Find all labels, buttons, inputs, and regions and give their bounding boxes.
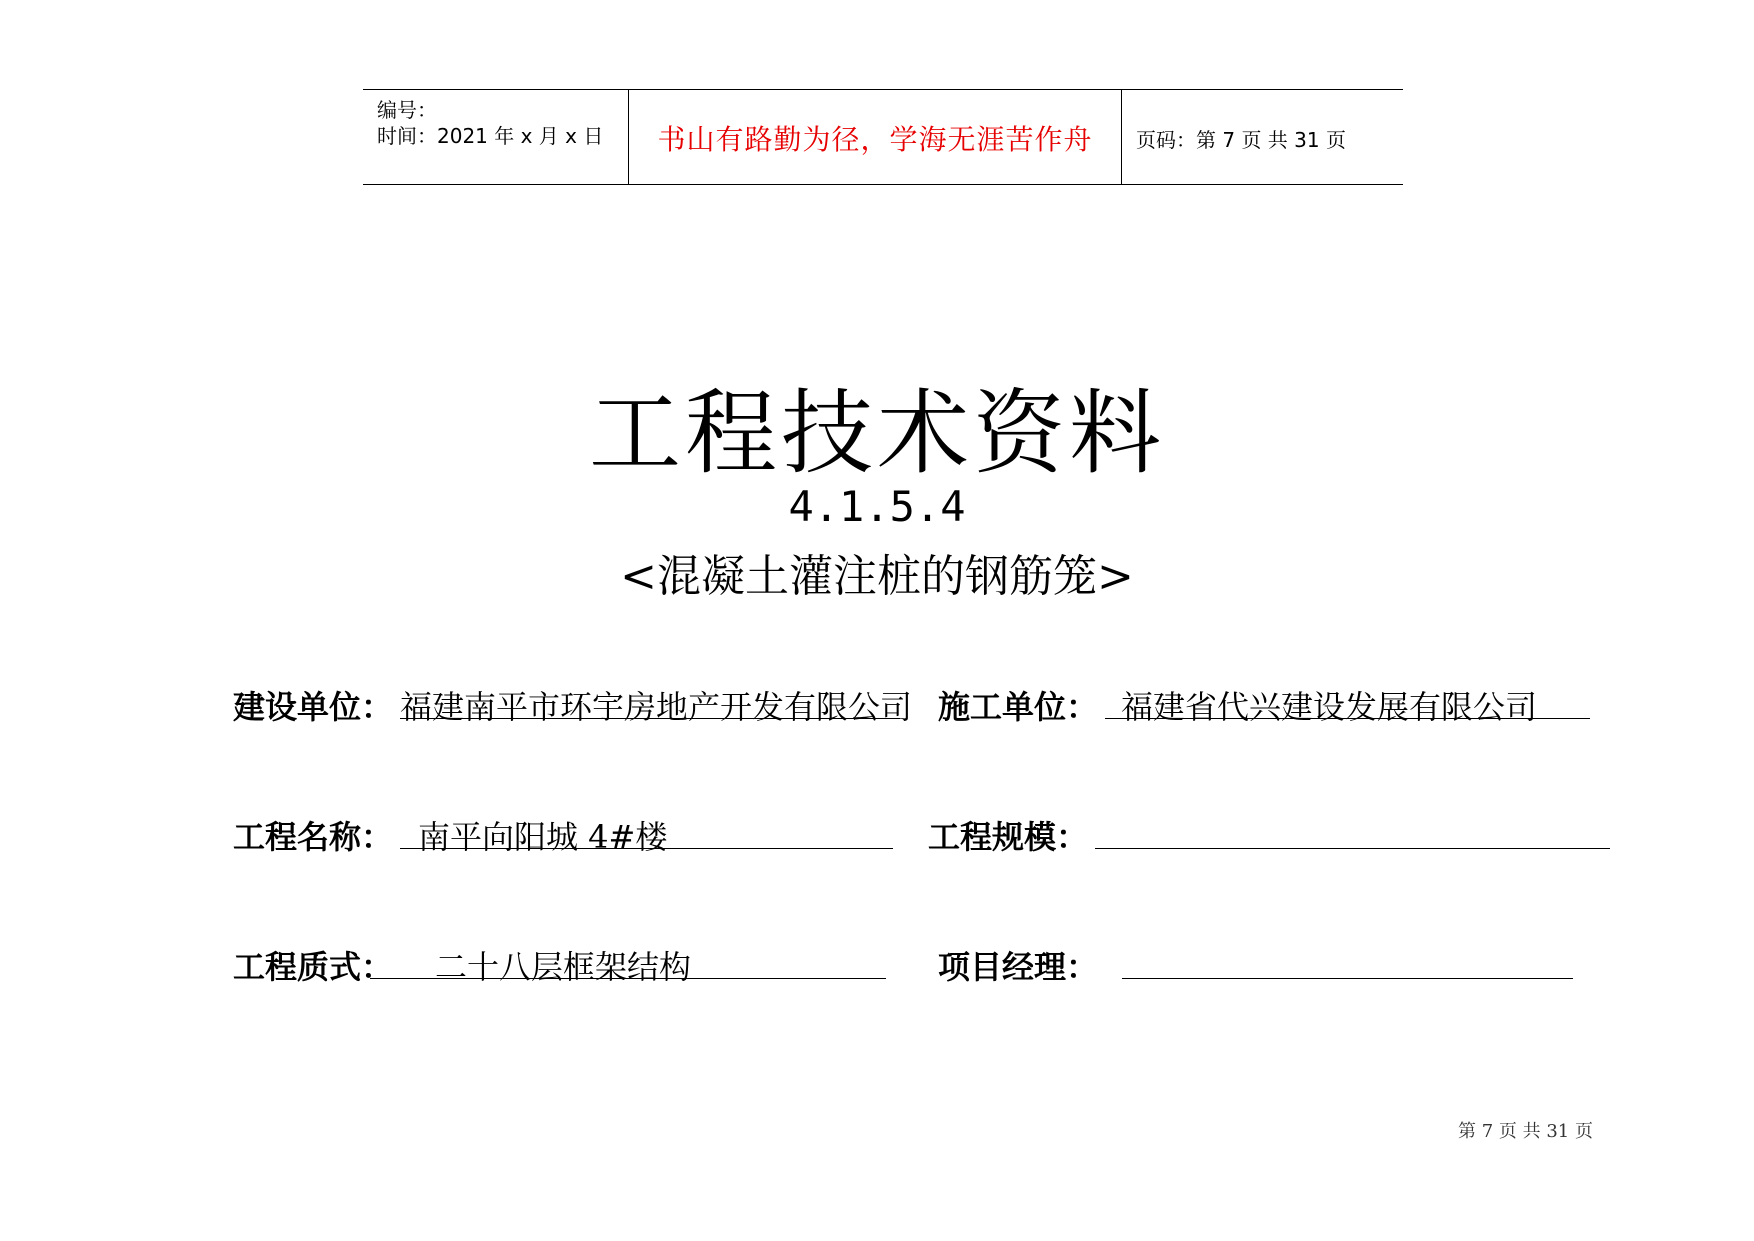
manager-label: 项目经理： <box>938 948 1099 986</box>
construct-unit-value: 福建省代兴建设发展有限公司 <box>1121 688 1538 726</box>
document-title: 工程技术资料 <box>588 380 1165 487</box>
project-type-underline <box>370 978 886 979</box>
header-table <box>363 89 1403 185</box>
header-info-cell <box>363 90 629 184</box>
document-code: 4.1.5.4 <box>788 482 966 531</box>
manager-underline <box>1122 978 1573 979</box>
project-scale-underline <box>1095 848 1610 849</box>
build-unit-value: 福建南平市环宇房地产开发有限公司 <box>400 688 913 726</box>
build-unit-underline <box>400 718 900 719</box>
page-info: 页码：第 7 页 共 31 页 <box>1136 128 1346 152</box>
construct-unit-label: 施工单位： <box>938 688 1099 726</box>
number-label: 编号： <box>377 98 437 122</box>
build-unit-label: 建设单位： <box>233 688 394 726</box>
document-subtitle: <混凝土灌注桩的钢筋笼> <box>620 551 1134 602</box>
project-type-label: 工程质式： <box>233 948 394 986</box>
project-scale-label: 工程规模： <box>928 818 1089 856</box>
time-label: 时间：2021 年 x 月 x 日 <box>377 124 604 148</box>
header-motto-cell <box>629 90 1122 184</box>
motto: 书山有路勤为径，学海无涯苦作舟 <box>657 123 1093 156</box>
project-name-value: 南平向阳城 4#楼 <box>418 818 668 856</box>
project-type-value: 二十八层框架结构 <box>435 948 692 986</box>
page-footer: 第 7 页 共 31 页 <box>1458 1121 1593 1142</box>
construct-unit-underline <box>1105 718 1590 719</box>
header-page-cell <box>1122 90 1403 184</box>
project-name-label: 工程名称： <box>233 818 394 856</box>
project-name-underline <box>400 848 893 849</box>
